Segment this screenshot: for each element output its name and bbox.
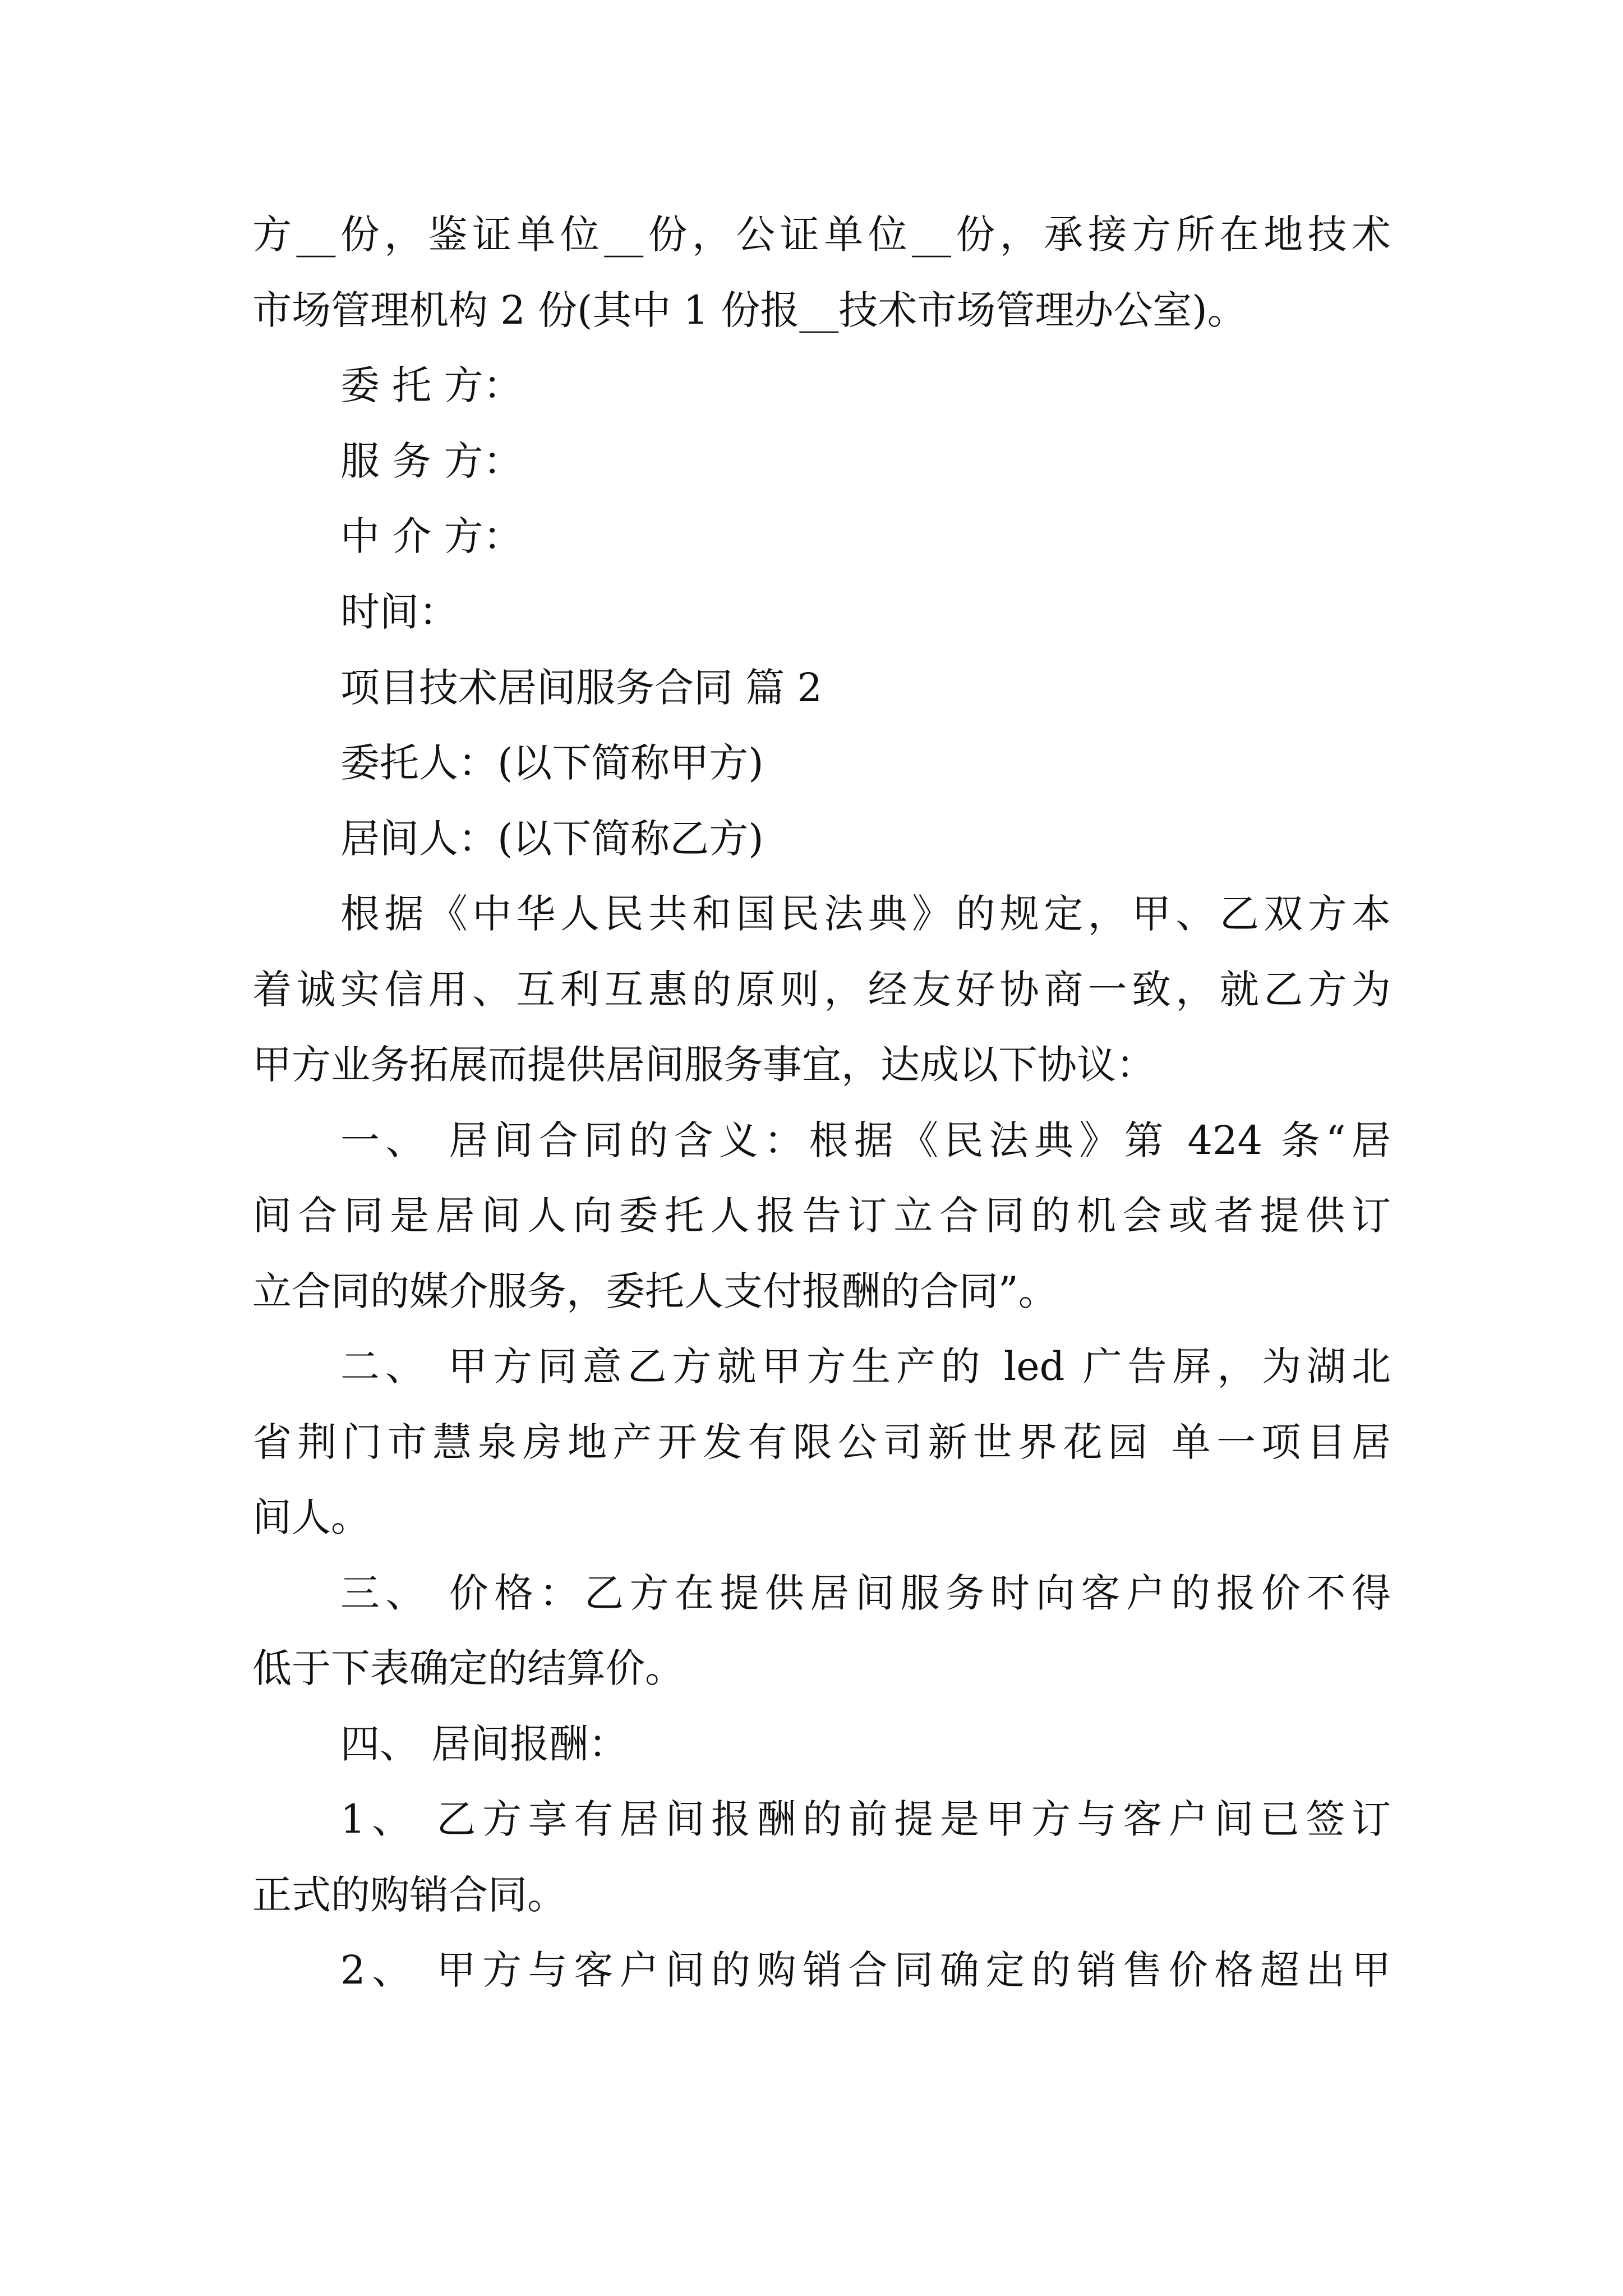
text-line: 服 务 方： — [340, 438, 523, 484]
text-line: 委 托 方： — [340, 362, 523, 408]
text-line: 2、 甲方与客户间的购销合同确定的销售价格超出甲 — [340, 1947, 1391, 1993]
text-line: 1、 乙方享有居间报酬的前提是甲方与客户间已签订 — [340, 1796, 1391, 1842]
text-line: 间人。 — [252, 1494, 370, 1540]
text-line: 三、 价格：乙方在提供居间服务时向客户的报价不得 — [340, 1570, 1391, 1616]
text-line: 居间人：(以下简称乙方) — [340, 816, 764, 862]
text-line: 委托人：(以下简称甲方) — [340, 740, 764, 786]
text-line: 中 介 方： — [340, 513, 523, 559]
text-line: 甲方业务拓展而提供居间服务事宜，达成以下协议： — [252, 1042, 1155, 1088]
text-line: 根据《中华人民共和国民法典》的规定，甲、乙双方本 — [340, 891, 1391, 937]
text-line: 方__份，鉴证单位__份，公证单位__份，承接方所在地技术 — [252, 211, 1391, 257]
text-line: 二、 甲方同意乙方就甲方生产的 led 广告屏，为湖北 — [340, 1343, 1391, 1389]
text-line: 着诚实信用、互利互惠的原则，经友好协商一致，就乙方为 — [252, 967, 1391, 1013]
text-line: 市场管理机构 2 份(其中 1 份报__技术市场管理办公室)。 — [252, 287, 1247, 333]
text-line: 一、 居间合同的含义：根据《民法典》第 424 条“居 — [340, 1117, 1391, 1163]
text-line: 间合同是居间人向委托人报告订立合同的机会或者提供订 — [252, 1193, 1391, 1239]
section-heading: 项目技术居间服务合同 篇 2 — [340, 665, 823, 711]
text-line: 时间： — [340, 589, 458, 635]
text-line: 四、 居间报酬： — [340, 1721, 628, 1767]
text-line: 正式的购销合同。 — [252, 1872, 566, 1918]
text-line: 立合同的媒介服务，委托人支付报酬的合同”。 — [252, 1268, 1058, 1314]
text-line: 低于下表确定的结算价。 — [252, 1645, 684, 1691]
text-line: 省荆门市慧泉房地产开发有限公司新世界花园 单一项目居 — [252, 1419, 1391, 1465]
